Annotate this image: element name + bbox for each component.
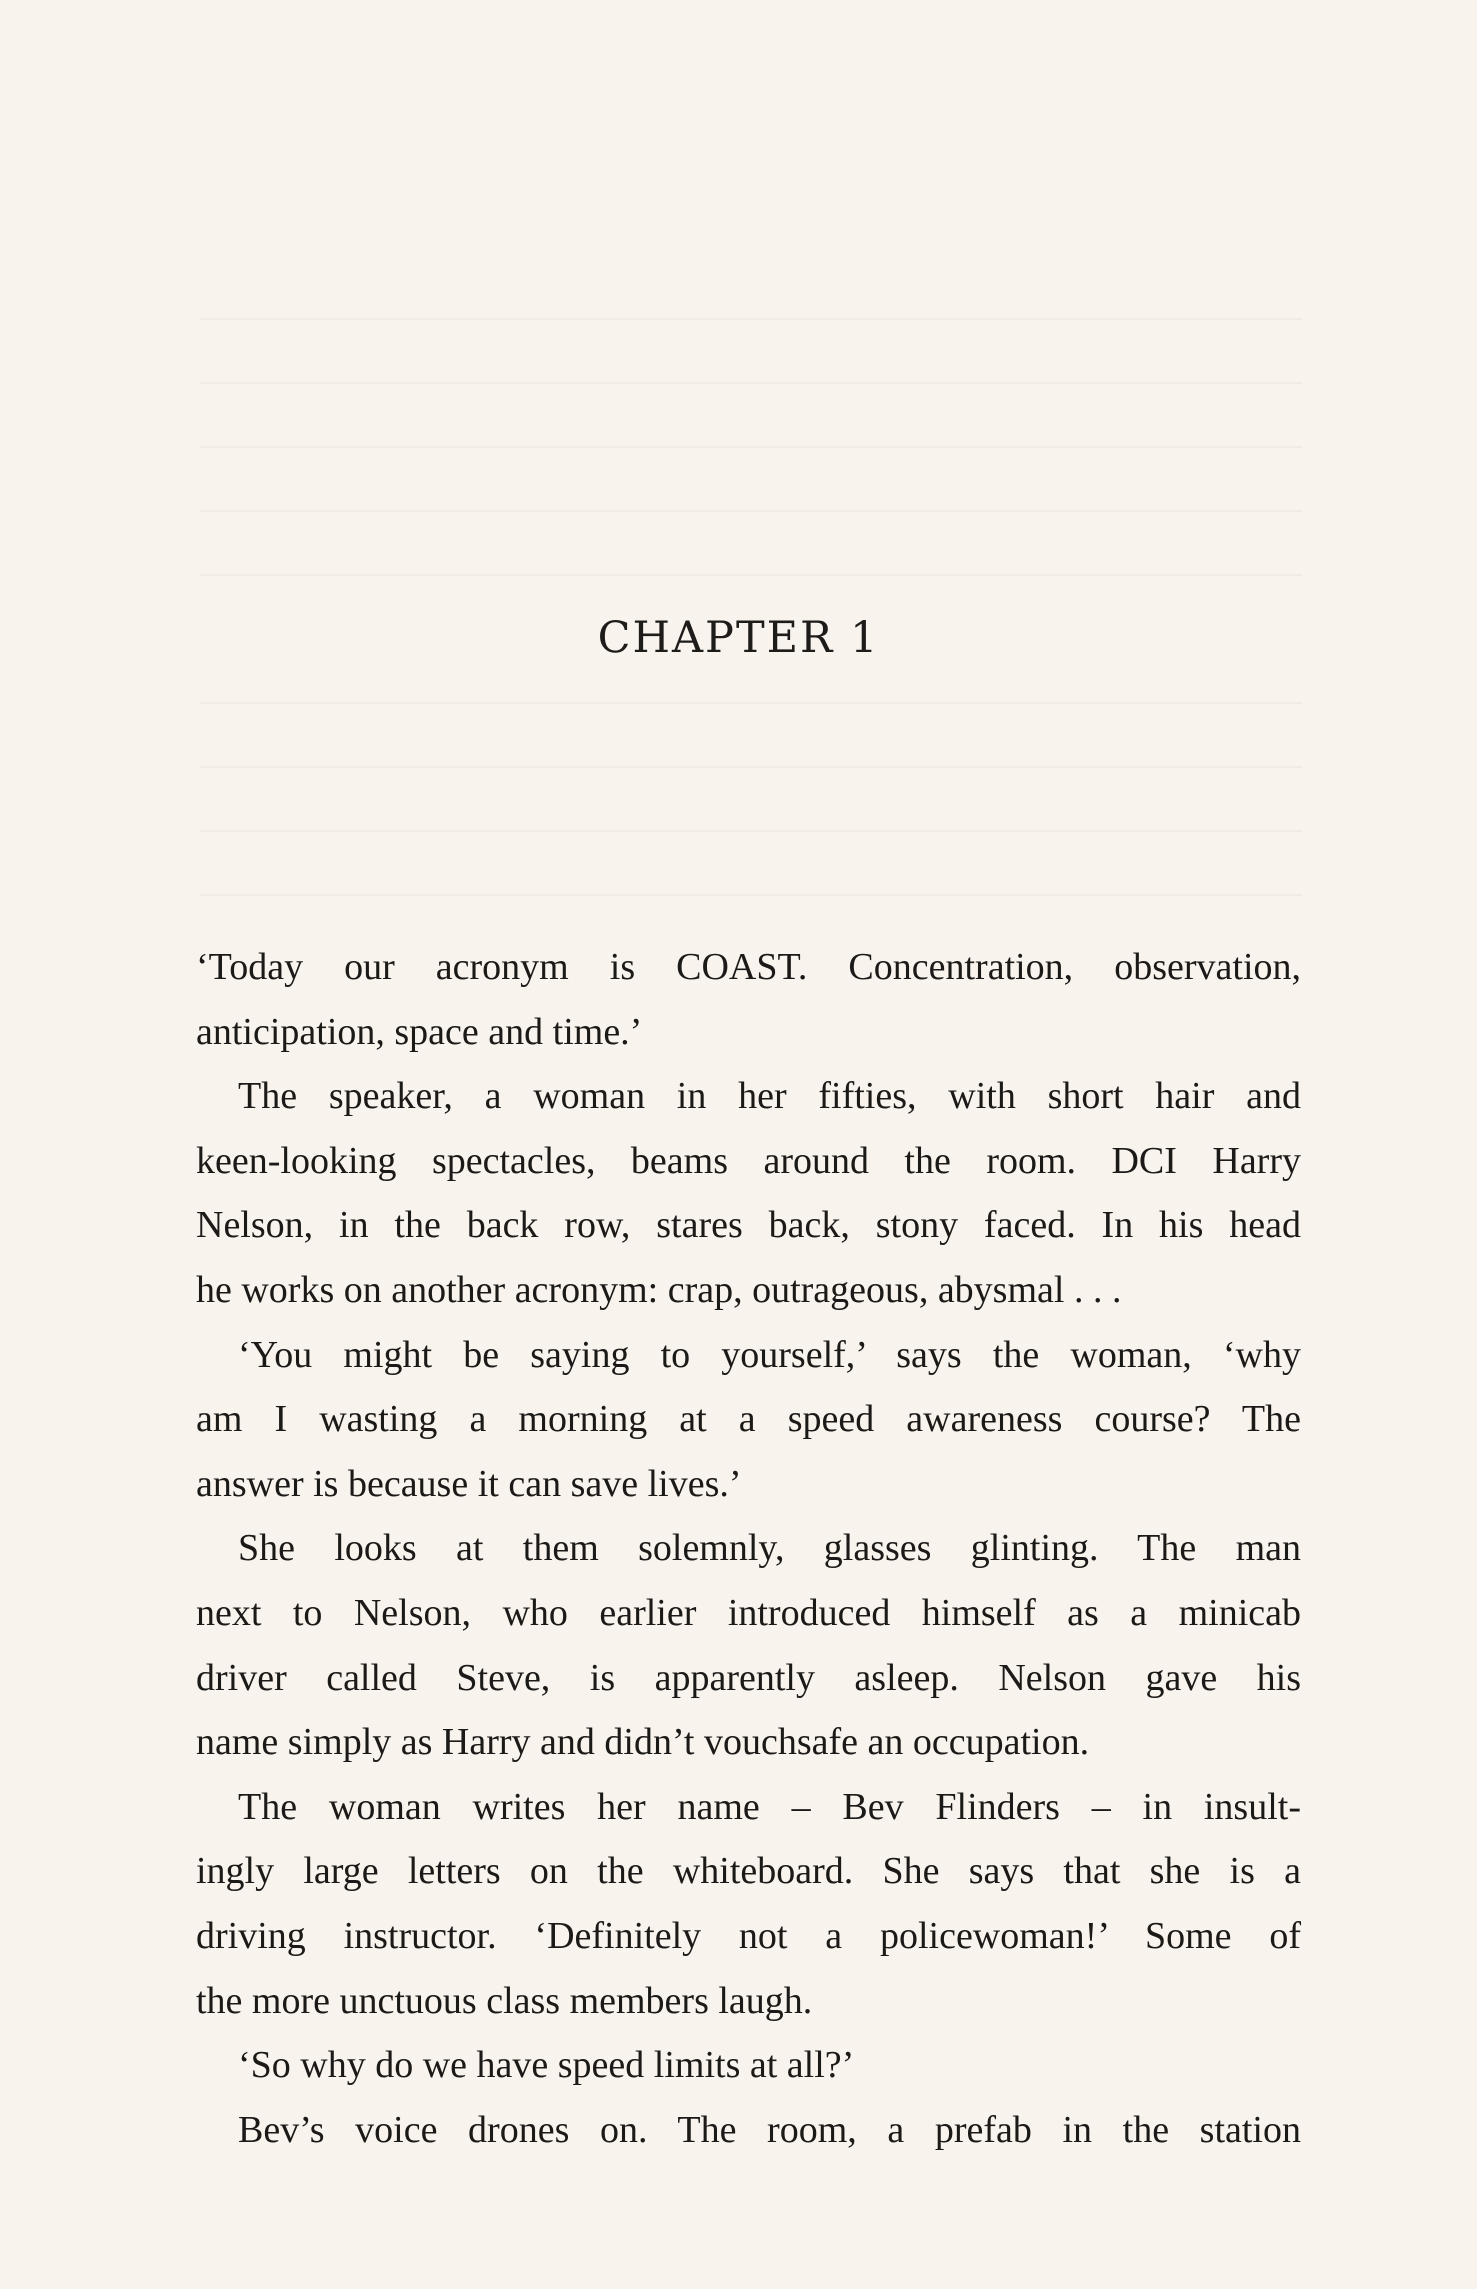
text-line: Nelson, in the back row, stares back, stony faced. In his head: [196, 1204, 1301, 1247]
show-through-line: [200, 510, 1302, 512]
text-line: ‘So why do we have speed limits at all?’: [238, 2044, 855, 2087]
show-through-line: [200, 382, 1302, 384]
show-through-line: [200, 894, 1302, 896]
chapter-body-text: [196, 935, 1301, 2162]
text-line: anticipation, space and time.’: [196, 1010, 643, 1053]
text-line: ‘You might be saying to yourself,’ says the woman, ‘why: [238, 1333, 1301, 1376]
show-through-line: [200, 318, 1302, 320]
paragraph: [196, 1323, 1301, 1517]
paragraph: [196, 935, 1301, 1064]
paragraph: [196, 1775, 1301, 2033]
text-line: driving instructor. ‘Definitely not a policewoman!’ Some of: [196, 1914, 1301, 1957]
show-through-line: [200, 830, 1302, 832]
show-through-line: [200, 766, 1302, 768]
text-line: The speaker, a woman in her fifties, with short hair and: [238, 1075, 1301, 1118]
text-line: name simply as Harry and didn’t vouchsafe an occupation.: [196, 1721, 1090, 1764]
text-line: next to Nelson, who earlier introduced himself as a minicab: [196, 1591, 1301, 1634]
text-line: ingly large letters on the whiteboard. She says that she is a: [196, 1850, 1301, 1893]
text-line: he works on another acronym: crap, outrageous, abysmal . . .: [196, 1268, 1122, 1311]
text-line: driver called Steve, is apparently asleep. Nelson gave his: [196, 1656, 1301, 1699]
paragraph: [196, 2033, 1301, 2098]
text-line: The woman writes her name – Bev Flinders – in insult-: [238, 1785, 1301, 1828]
text-line: She looks at them solemnly, glasses glinting. The man: [238, 1527, 1301, 1570]
paragraph: [196, 1516, 1301, 1774]
text-line: answer is because it can save lives.’: [196, 1462, 742, 1505]
show-through-line: [200, 446, 1302, 448]
text-line: ‘Today our acronym is COAST. Concentration, observation,: [196, 946, 1301, 988]
show-through-line: [200, 574, 1302, 576]
paragraph: [196, 2098, 1301, 2163]
show-through-line: [200, 702, 1302, 704]
text-line: the more unctuous class members laugh.: [196, 1979, 813, 2022]
chapter-heading: CHAPTER 1: [597, 613, 880, 663]
text-line: am I wasting a morning at a speed awareness course? The: [196, 1398, 1301, 1441]
paragraph: [196, 1064, 1301, 1322]
text-line: Bev’s voice drones on. The room, a prefab in the station: [238, 2108, 1301, 2151]
text-line: keen-looking spectacles, beams around the room. DCI Harry: [196, 1139, 1301, 1182]
